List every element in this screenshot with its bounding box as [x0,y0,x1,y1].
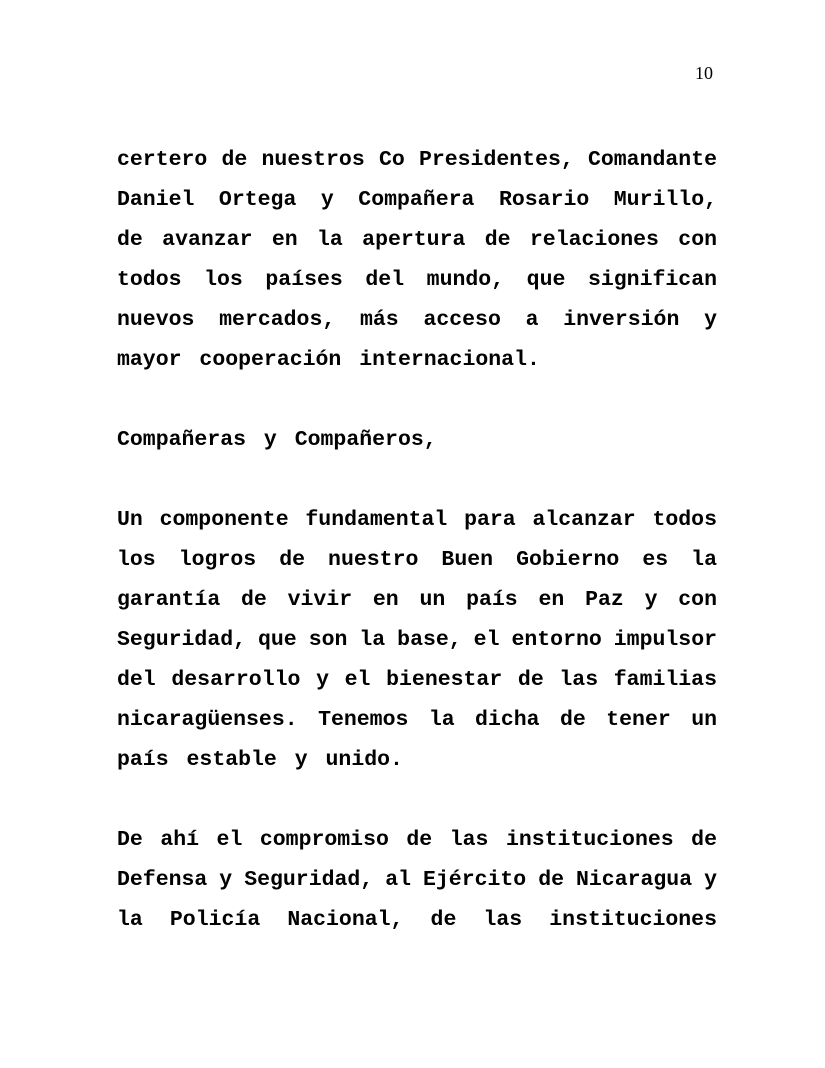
text-block [117,140,717,980]
text-line: mayor cooperación internacional. [117,348,540,372]
text-line: Un componente fundamental para alcanzar todos [117,508,717,532]
text-line: Defensa y Seguridad, al Ejército de Nicaragua y [117,868,717,892]
text-line: los logros de nuestro Buen Gobierno es la [117,548,717,572]
text-line: De ahí el compromiso de las instituciones de [117,828,717,852]
text-line: de avanzar en la apertura de relaciones con [117,228,717,252]
text-line: país estable y unido. [117,748,403,772]
text-line: todos los países del mundo, que significan [117,268,717,292]
text-line: nuevos mercados, más acceso a inversión y [117,308,717,332]
paragraph [117,500,717,780]
text-line: Compañeras y Compañeros, [117,428,437,452]
text-line: la Policía Nacional, de las instituciones [117,908,717,932]
text-line: Seguridad, que son la base, el entorno impulsor [117,628,717,652]
text-line: nicaragüenses. Tenemos la dicha de tener un [117,708,717,732]
paragraph [117,140,717,380]
text-line: garantía de vivir en un país en Paz y con [117,588,717,612]
page-number: 10 [695,63,713,83]
text-line: Daniel Ortega y Compañera Rosario Murillo, [117,188,717,212]
text-line: certero de nuestros Co Presidentes, Comandante [117,148,717,172]
paragraph [117,820,717,940]
paragraph [117,420,717,460]
text-line: del desarrollo y el bienestar de las familias [117,668,717,692]
